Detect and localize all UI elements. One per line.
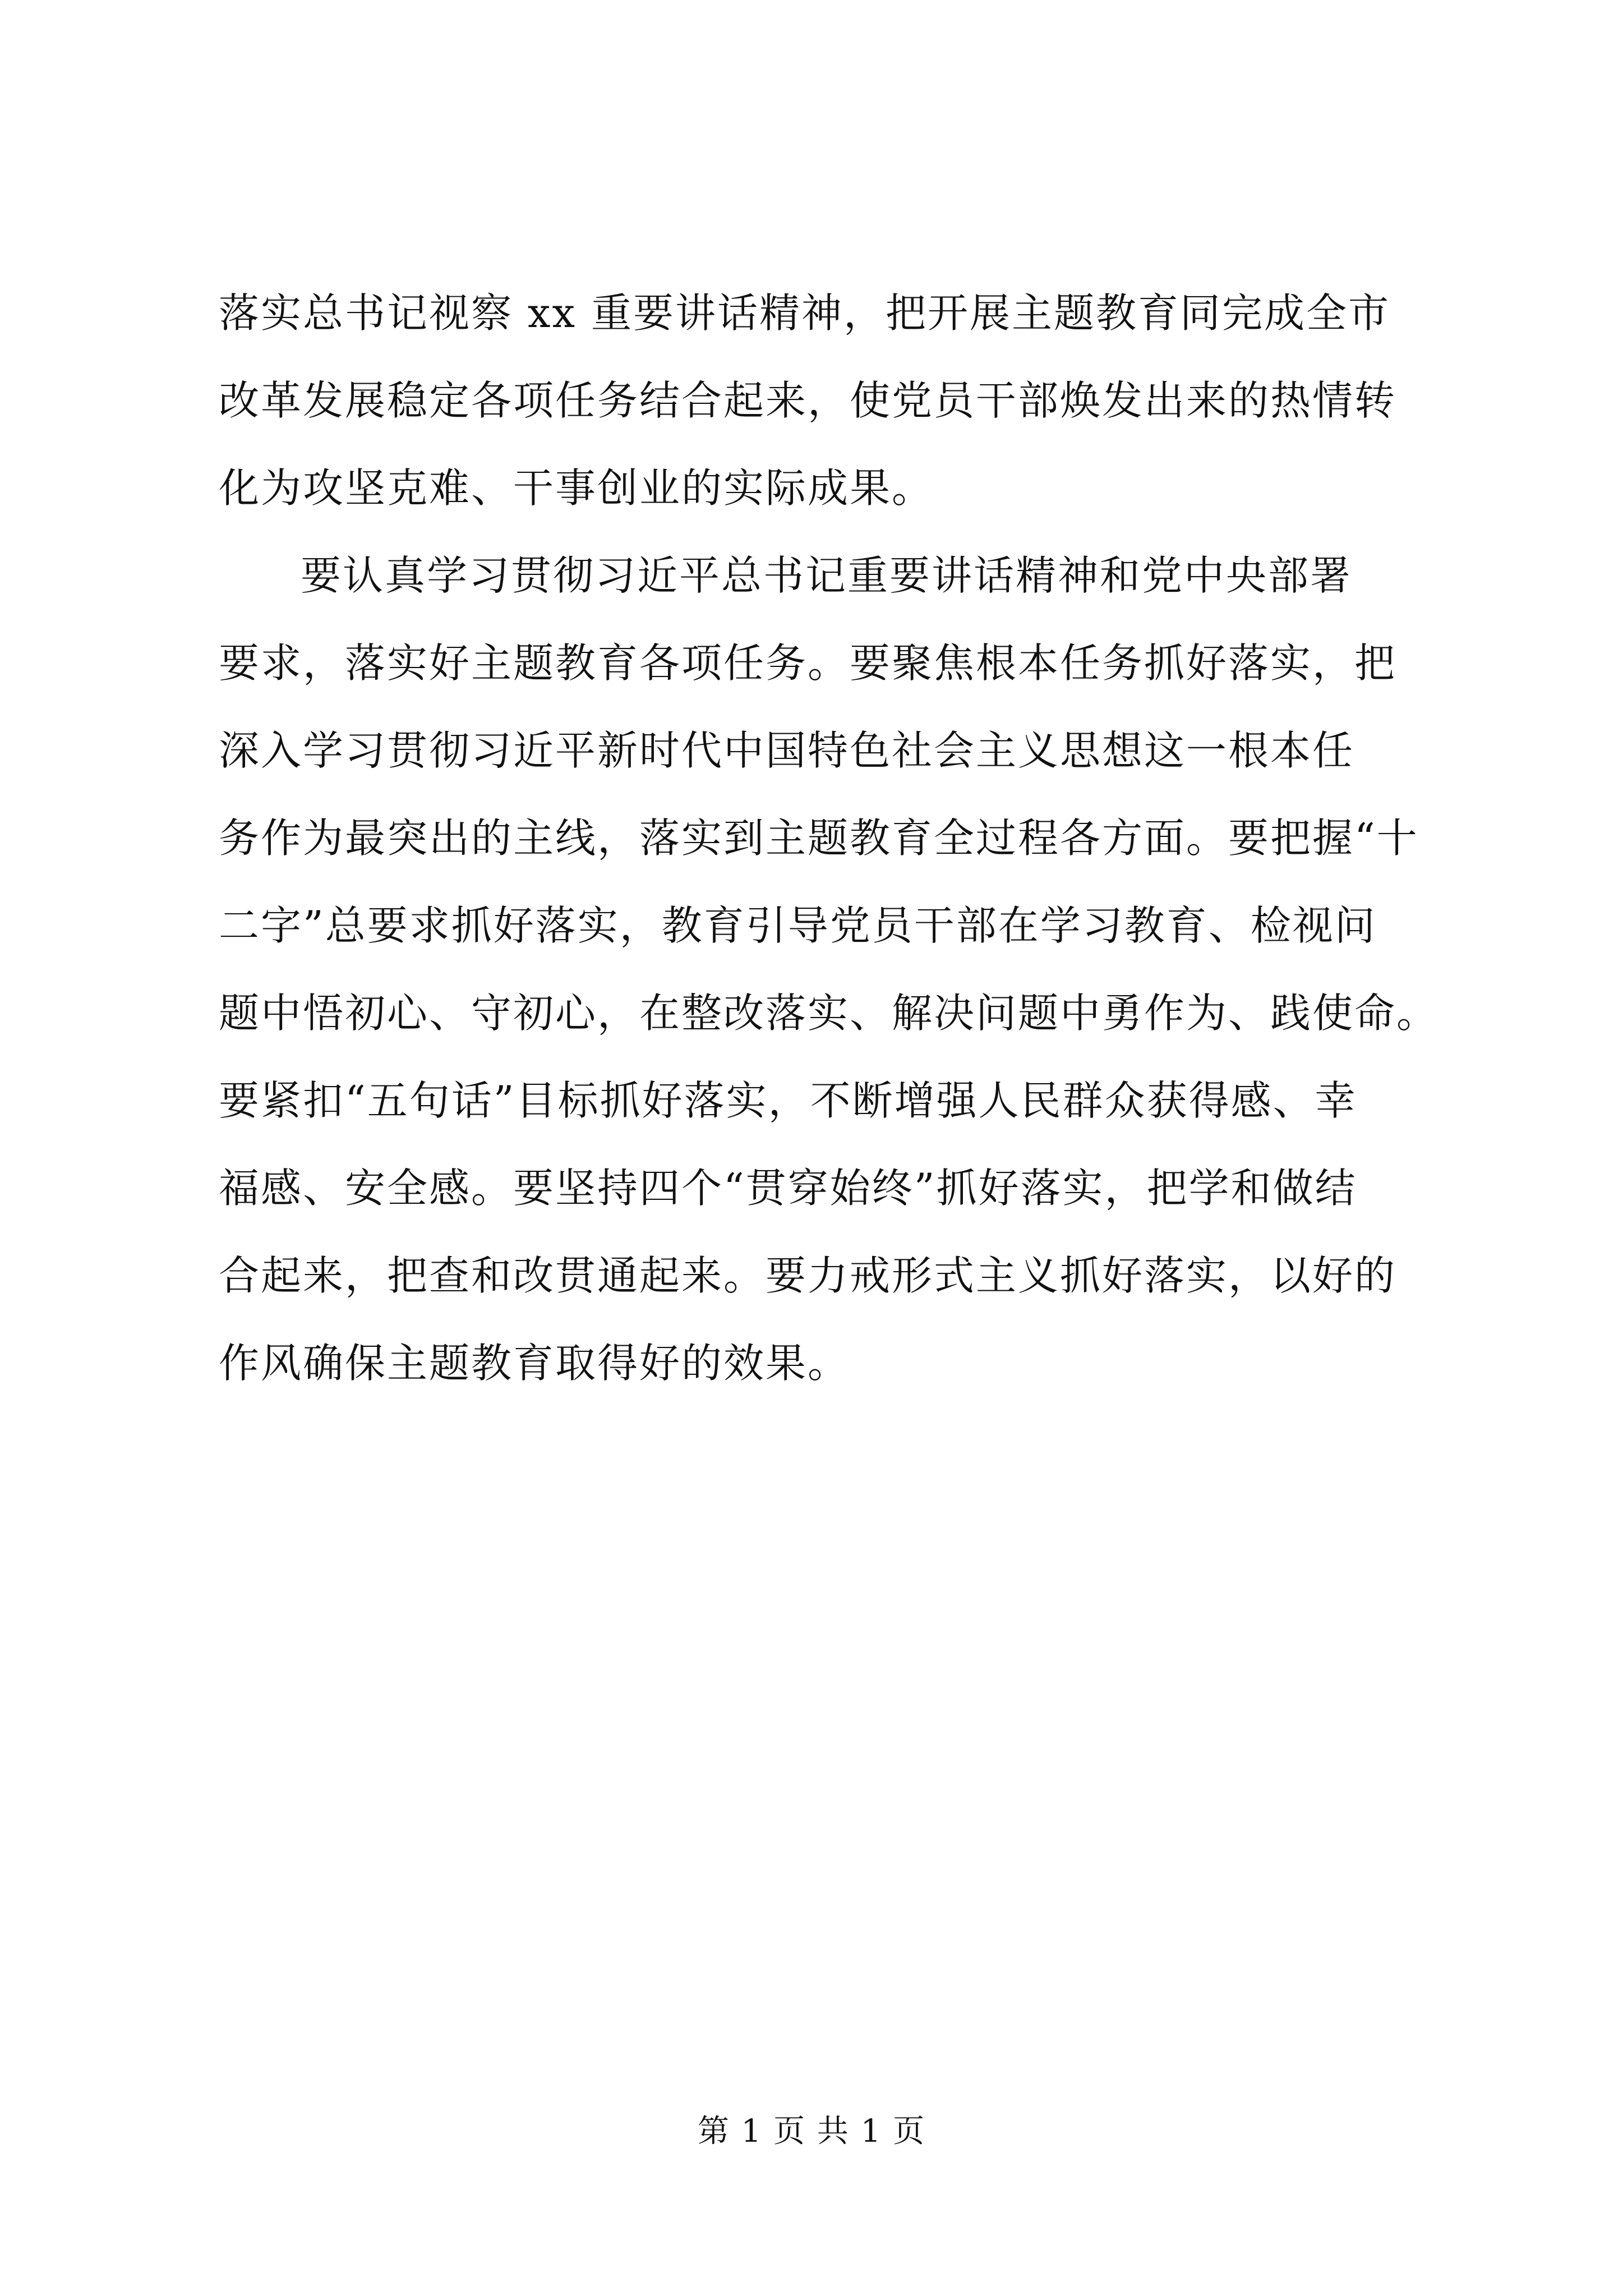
paragraph-line: 落实总书记视察 xx 重要讲话精神，把开展主题教育同完成全市 bbox=[219, 289, 1390, 337]
paragraph-line: 作风确保主题教育取得好的效果。 bbox=[219, 1340, 850, 1387]
paragraph-line: 要紧扣“五句话”目标抓好落实，不断增强人民群众获得感、幸 bbox=[219, 1077, 1357, 1124]
paragraph-line: 合起来，把查和改贯通起来。要力戒形式主义抓好落实，以好的 bbox=[219, 1252, 1397, 1299]
paragraph-line: 深入学习贯彻习近平新时代中国特色社会主义思想这一根本任 bbox=[219, 727, 1355, 774]
paragraph-2 bbox=[219, 532, 1439, 1407]
paragraph-line: 化为攻坚克难、干事创业的实际成果。 bbox=[219, 464, 934, 512]
paragraph-line: 福感、安全感。要坚持四个“贯穿始终”抓好落实，把学和做结 bbox=[219, 1165, 1357, 1212]
paragraph-line: 题中悟初心、守初心，在整改落实、解决问题中勇作为、践使命。 bbox=[219, 990, 1439, 1037]
paragraph-line: 务作为最突出的主线，落实到主题教育全过程各方面。要把握“十 bbox=[219, 815, 1419, 862]
paragraph-line: 要认真学习贯彻习近平总书记重要讲话精神和党中央部署 bbox=[301, 552, 1353, 599]
paragraph-line: 二字”总要求抓好落实，教育引导党员干部在学习教育、检视问 bbox=[219, 902, 1377, 949]
paragraph-line: 要求，落实好主题教育各项任务。要聚焦根本任务抓好落实，把 bbox=[219, 639, 1397, 687]
document-body bbox=[219, 269, 1439, 1407]
paragraph-line: 改革发展稳定各项任务结合起来，使党员干部焕发出来的热情转 bbox=[219, 377, 1397, 424]
page-footer: 第 1 页 共 1 页 bbox=[697, 2113, 926, 2150]
paragraph-1 bbox=[219, 269, 1430, 532]
